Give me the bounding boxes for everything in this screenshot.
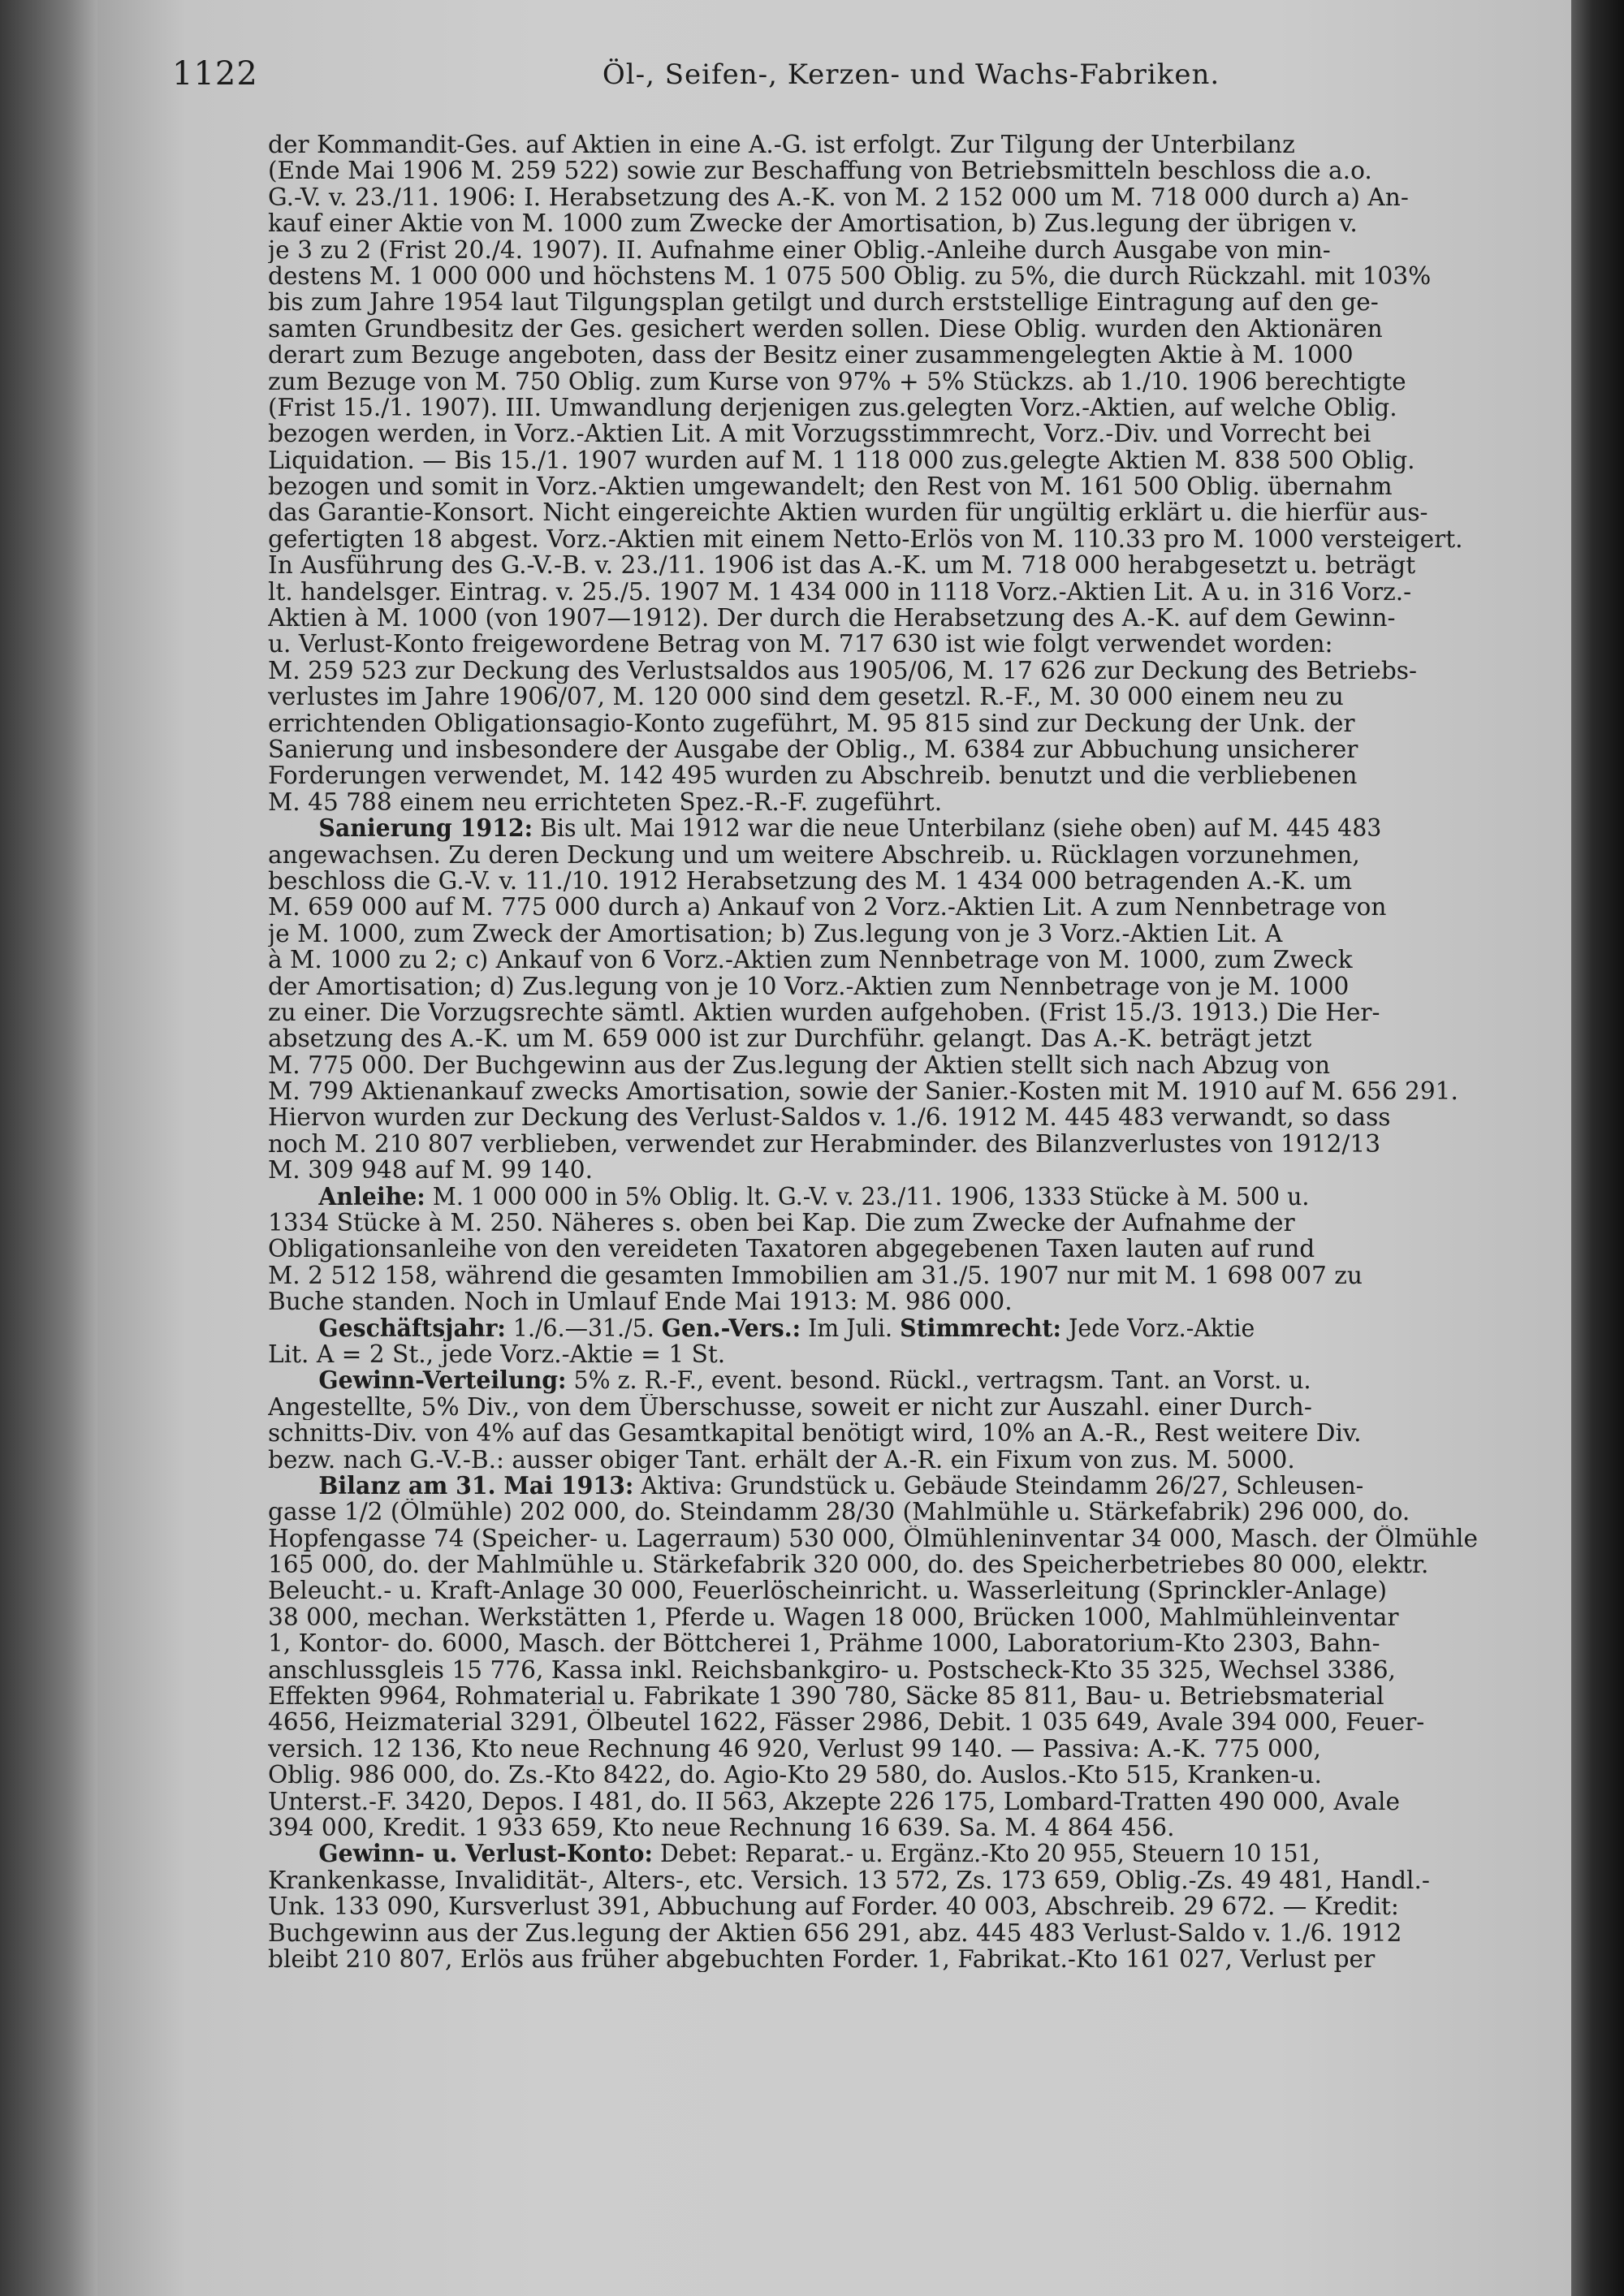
text-line xyxy=(268,237,1551,263)
line-text: angewachsen. Zu deren Deckung und um weitere Abschreib. u. Rücklagen vorzunehmen, xyxy=(268,841,1360,868)
line-text: Bis ult. Mai 1912 war die neue Unterbilanz (siehe oben) auf M. 445 483 xyxy=(533,815,1382,842)
text-line xyxy=(268,1552,1551,1577)
text-line xyxy=(268,631,1551,657)
line-text: G.-V. v. 23./11. 1906: I. Herabsetzung des A.-K. von M. 2 152 000 um M. 718 000 durch a) An- xyxy=(268,183,1409,211)
line-text: (Ende Mai 1906 M. 259 522) sowie zur Beschaffung von Betriebsmitteln beschloss die a.o. xyxy=(268,158,1372,184)
text-line xyxy=(268,1236,1551,1262)
text-line xyxy=(268,1867,1551,1893)
text-line xyxy=(268,1104,1551,1130)
text-line xyxy=(268,1630,1551,1656)
text-line xyxy=(268,1131,1551,1157)
text-line xyxy=(268,1789,1551,1815)
line-text: Buchgewinn aus der Zus.legung der Aktien 656 291, abz. 445 483 Verlust-Saldo v. 1./6. 1912 xyxy=(268,1919,1402,1946)
line-text: Krankenkasse, Invalidität-, Alters-, etc. Versich. 13 572, Zs. 173 659, Oblig.-Zs. 49 481, Handl.- xyxy=(268,1867,1430,1894)
line-text: je M. 1000, zum Zweck der Amortisation; b) Zus.legung von je 3 Vorz.-Aktien Lit. A xyxy=(268,920,1283,947)
line-text: gefertigten 18 abgest. Vorz.-Aktien mit einem Netto-Erlös von M. 110.33 pro M. 1000 versteigert. xyxy=(268,525,1463,553)
section-heading: Stimmrecht: xyxy=(900,1314,1062,1341)
text-line xyxy=(268,710,1551,736)
line-text: derart zum Bezuge angeboten, dass der Besitz einer zusammengelegten Aktie à M. 1000 xyxy=(268,342,1354,369)
line-text: bezw. nach G.-V.-B.: ausser obiger Tant. erhält der A.-R. ein Fixum von zus. M. 5000. xyxy=(268,1446,1295,1473)
text-line xyxy=(268,973,1551,999)
text-line xyxy=(268,894,1551,920)
text-line xyxy=(268,1288,1551,1314)
line-text: M. 259 523 zur Deckung des Verlustsaldos aus 1905/06, M. 17 626 zur Deckung des Betriebs- xyxy=(268,657,1417,684)
line-text: 165 000, do. der Mahlmühle u. Stärkefabrik 320 000, do. des Speicherbetriebes 80 000, elektr. xyxy=(268,1552,1429,1578)
text-line xyxy=(268,736,1551,762)
section-heading: Gewinn- u. Verlust-Konto: xyxy=(318,1841,653,1867)
line-text: Aktien à M. 1000 (von 1907—1912). Der durch die Herabsetzung des A.-K. auf dem Gewinn- xyxy=(268,605,1396,632)
line-text: Debet: Reparat.- u. Ergänz.-Kto 20 955, Steuern 10 151, xyxy=(652,1841,1320,1867)
line-text: Obligationsanleihe von den vereideten Taxatoren abgegebenen Taxen lauten auf rund xyxy=(268,1236,1315,1262)
line-text: der Kommandit-Ges. auf Aktien in eine A.-G. ist erfolgt. Zur Tilgung der Unterbilanz xyxy=(268,132,1295,158)
text-line xyxy=(268,684,1551,710)
text-line xyxy=(268,473,1551,499)
line-text: Im Juli. xyxy=(801,1314,901,1341)
line-text: der Amortisation; d) Zus.legung von je 10 Vorz.-Aktien zum Nennbetrage von je M. 1000 xyxy=(268,973,1350,999)
line-text: verlustes im Jahre 1906/07, M. 120 000 sind dem gesetzl. R.-F., M. 30 000 einem neu zu xyxy=(268,684,1344,710)
text-line xyxy=(268,1841,1498,1867)
line-text: 5% z. R.-F., event. besond. Rückl., vertragsm. Tant. an Vorst. u. xyxy=(566,1367,1311,1394)
line-text: absetzung des A.-K. um M. 659 000 ist zur Durchführ. gelangt. Das A.-K. beträgt jetzt xyxy=(268,1025,1312,1052)
line-text: 394 000, Kredit. 1 933 659, Kto neue Rechnung 16 639. Sa. M. 4 864 456. xyxy=(268,1815,1175,1841)
line-text: das Garantie-Konsort. Nicht eingereichte Aktien wurden für ungültig erklärt u. die hierfür aus- xyxy=(268,499,1428,526)
line-text: samten Grundbesitz der Ges. gesichert werden sollen. Diese Oblig. wurden den Aktionären xyxy=(268,315,1383,343)
line-text: Hiervon wurden zur Deckung des Verlust-Saldos v. 1./6. 1912 M. 445 483 verwandt, so dass xyxy=(268,1104,1391,1131)
line-text: zu einer. Die Vorzugsrechte sämtl. Aktien wurden aufgehoben. (Frist 15./3. 1913.) Die Her- xyxy=(268,999,1380,1026)
text-line xyxy=(268,1184,1498,1210)
text-line xyxy=(268,1657,1551,1683)
line-text: bleibt 210 807, Erlös aus früher abgebuchten Forder. 1, Fabrikat.-Kto 161 027, Verlust per xyxy=(268,1945,1376,1973)
text-line xyxy=(268,1709,1551,1735)
text-line xyxy=(268,1893,1551,1919)
page-number: 1122 xyxy=(172,55,258,93)
line-text: Liquidation. — Bis 15./1. 1907 wurden auf M. 1 118 000 zus.gelegte Aktien M. 838 500 Oblig. xyxy=(268,447,1415,474)
line-text: bis zum Jahre 1954 laut Tilgungsplan getilgt und durch erststellige Eintragung auf den ge- xyxy=(268,289,1379,316)
line-text: Unterst.-F. 3420, Depos. I 481, do. II 563, Akzepte 226 175, Lombard-Tratten 490 000, Avale xyxy=(268,1788,1400,1815)
text-line xyxy=(268,1052,1551,1078)
text-line xyxy=(268,1341,1551,1367)
line-text: 38 000, mechan. Werkstätten 1, Pferde u. Wagen 18 000, Brücken 1000, Mahlmühleinventar xyxy=(268,1603,1399,1631)
text-line xyxy=(268,369,1551,395)
text-line xyxy=(268,263,1551,289)
line-text: destens M. 1 000 000 und höchstens M. 1 075 500 Oblig. zu 5%, die durch Rückzahl. mit 103% xyxy=(268,262,1432,290)
text-line xyxy=(268,526,1551,552)
text-line xyxy=(268,132,1551,158)
line-text: In Ausführung des G.-V.-B. v. 23./11. 1906 ist das A.-K. um M. 718 000 herabgesetzt u. beträgt xyxy=(268,552,1416,579)
text-line xyxy=(268,842,1551,868)
text-line xyxy=(268,1604,1551,1630)
text-line xyxy=(268,210,1551,236)
line-text: beschloss die G.-V. v. 11./10. 1912 Herabsetzung des M. 1 434 000 betragenden A.-K. um xyxy=(268,867,1353,895)
text-line xyxy=(268,789,1551,815)
line-text: errichtenden Obligationsagio-Konto zugeführt, M. 95 815 sind zur Deckung der Unk. der xyxy=(268,710,1355,736)
text-line xyxy=(268,421,1551,447)
line-text: kauf einer Aktie von M. 1000 zum Zwecke der Amortisation, b) Zus.legung der übrigen v. xyxy=(268,210,1358,237)
text-line xyxy=(268,395,1551,421)
section-heading: Gewinn-Verteilung: xyxy=(318,1367,567,1394)
text-line xyxy=(268,1577,1551,1603)
text-line xyxy=(268,1078,1551,1104)
section-heading: Sanierung 1912: xyxy=(318,815,533,842)
line-text: Jede Vorz.-Aktie xyxy=(1061,1314,1255,1341)
text-line xyxy=(268,1920,1551,1946)
line-text: 1, Kontor- do. 6000, Masch. der Böttcherei 1, Prähme 1000, Laboratorium-Kto 2303, Bahn- xyxy=(268,1630,1380,1657)
page-right-shadow xyxy=(1571,0,1624,2296)
section-heading: Anleihe: xyxy=(318,1183,425,1211)
line-text: zum Bezuge von M. 750 Oblig. zum Kurse von 97% + 5% Stückzs. ab 1./10. 1906 berechtigte xyxy=(268,368,1406,395)
text-line xyxy=(268,999,1551,1025)
line-text: u. Verlust-Konto freigewordene Betrag von M. 717 630 ist wie folgt verwendet worden: xyxy=(268,631,1333,658)
text-line xyxy=(268,605,1551,631)
text-line xyxy=(268,1447,1551,1473)
book-binding-edge xyxy=(0,0,97,2296)
text-line xyxy=(268,1526,1551,1552)
line-text: M. 1 000 000 in 5% Oblig. lt. G.-V. v. 23./11. 1906, 1333 Stücke à M. 500 u. xyxy=(425,1183,1310,1211)
line-text: (Frist 15./1. 1907). III. Umwandlung derjenigen zus.gelegten Vorz.-Aktien, auf welche Oblig. xyxy=(268,394,1397,421)
line-text: M. 2 512 158, während die gesamten Immobilien am 31./5. 1907 nur mit M. 1 698 007 zu xyxy=(268,1262,1363,1289)
text-line xyxy=(268,1946,1551,1972)
text-line xyxy=(268,552,1551,578)
line-text: lt. handelsger. Eintrag. v. 25./5. 1907 M. 1 434 000 in 1118 Vorz.-Aktien Lit. A u. in 316 Vorz.- xyxy=(268,578,1412,606)
text-line xyxy=(268,921,1551,947)
text-line xyxy=(268,447,1551,473)
line-text: M. 45 788 einem neu errichteten Spez.-R.-F. zugeführt. xyxy=(268,788,943,816)
line-text: à M. 1000 zu 2; c) Ankauf von 6 Vorz.-Aktien zum Nennbetrage von M. 1000, zum Zweck xyxy=(268,947,1353,973)
line-text: noch M. 210 807 verblieben, verwendet zur Herabminder. des Bilanzverlustes von 1912/13 xyxy=(268,1130,1381,1158)
line-text: M. 309 948 auf M. 99 140. xyxy=(268,1157,594,1184)
line-text: 1334 Stücke à M. 250. Näheres s. oben bei Kap. Die zum Zwecke der Aufnahme der xyxy=(268,1210,1295,1236)
line-text: Aktiva: Grundstück u. Gebäude Steindamm 26/27, Schleusen- xyxy=(633,1472,1364,1500)
line-text: Hopfengasse 74 (Speicher- u. Lagerraum) 530 000, Ölmühleninventar 34 000, Masch. der Ölmühle xyxy=(268,1525,1479,1552)
text-line xyxy=(268,868,1551,894)
text-line xyxy=(268,815,1498,841)
line-text: Unk. 133 090, Kursverlust 391, Abbuchung auf Forder. 40 003, Abschreib. 29 672. — Kredit: xyxy=(268,1893,1399,1920)
text-line xyxy=(268,499,1551,525)
text-line xyxy=(268,1025,1551,1051)
line-text: Lit. A = 2 St., jede Vorz.-Aktie = 1 St. xyxy=(268,1340,726,1368)
text-line xyxy=(268,1499,1551,1525)
text-line xyxy=(268,1210,1551,1236)
line-text: Effekten 9964, Rohmaterial u. Fabrikate 1 390 780, Säcke 85 811, Bau- u. Betriebsmaterial xyxy=(268,1683,1384,1710)
line-text: Sanierung und insbesondere der Ausgabe der Oblig., M. 6384 zur Abbuchung unsicherer xyxy=(268,736,1358,763)
text-line xyxy=(268,1815,1551,1841)
line-text: 1./6.—31./5. xyxy=(505,1314,662,1341)
line-text: bezogen und somit in Vorz.-Aktien umgewandelt; den Rest von M. 161 500 Oblig. übernahm xyxy=(268,473,1393,500)
line-text: bezogen werden, in Vorz.-Aktien Lit. A mit Vorzugsstimmrecht, Vorz.-Div. und Vorrecht bei xyxy=(268,421,1371,447)
text-line xyxy=(268,1736,1551,1762)
line-text: gasse 1/2 (Ölmühle) 202 000, do. Steindamm 28/30 (Mahlmühle u. Stärkefabrik) 296 000, do. xyxy=(268,1499,1410,1526)
page-header xyxy=(172,55,1553,101)
text-line xyxy=(268,1367,1498,1393)
line-text: Buche standen. Noch in Umlauf Ende Mai 1913: M. 986 000. xyxy=(268,1288,1013,1315)
text-line xyxy=(268,1473,1498,1499)
line-text: Beleucht.- u. Kraft-Anlage 30 000, Feuerlöscheinricht. u. Wasserleitung (Sprinckler-Anlage) xyxy=(268,1577,1388,1604)
text-line xyxy=(268,1762,1551,1788)
text-line xyxy=(268,342,1551,368)
text-line xyxy=(268,658,1551,684)
text-line xyxy=(268,762,1551,788)
text-line xyxy=(268,1683,1551,1709)
line-text: Angestellte, 5% Div., von dem Überschusse, soweit er nicht zur Auszahl. einer Durch- xyxy=(268,1393,1312,1421)
text-line xyxy=(268,1262,1551,1288)
text-line xyxy=(268,1157,1551,1183)
text-line xyxy=(268,579,1551,605)
text-line xyxy=(268,947,1551,973)
line-text: Forderungen verwendet, M. 142 495 wurden zu Abschreib. benutzt und die verbliebenen xyxy=(268,762,1358,789)
line-text: versich. 12 136, Kto neue Rechnung 46 920, Verlust 99 140. — Passiva: A.-K. 775 000, xyxy=(268,1735,1321,1763)
section-heading: Geschäftsjahr: xyxy=(318,1314,506,1341)
text-line xyxy=(268,158,1551,183)
document-body xyxy=(268,132,1551,1972)
text-line xyxy=(268,184,1551,210)
text-line xyxy=(268,316,1551,342)
line-text: Oblig. 986 000, do. Zs.-Kto 8422, do. Agio-Kto 29 580, do. Auslos.-Kto 515, Kranken-u. xyxy=(268,1762,1322,1789)
line-text: schnitts-Div. von 4% auf das Gesamtkapital benötigt wird, 10% an A.-R., Rest weitere Div. xyxy=(268,1420,1362,1447)
section-heading: Gen.-Vers.: xyxy=(661,1314,801,1341)
line-text: M. 799 Aktienankauf zwecks Amortisation, sowie der Sanier.-Kosten mit M. 1910 auf M. 656 291. xyxy=(268,1078,1458,1105)
line-text: M. 659 000 auf M. 775 000 durch a) Ankauf von 2 Vorz.-Aktien Lit. A zum Nennbetrage von xyxy=(268,894,1387,921)
section-heading: Bilanz am 31. Mai 1913: xyxy=(318,1472,634,1500)
text-line xyxy=(268,289,1551,315)
running-title: Öl-, Seifen-, Kerzen- und Wachs-Fabriken. xyxy=(602,58,1220,91)
line-text: 4656, Heizmaterial 3291, Ölbeutel 1622, Fässer 2986, Debit. 1 035 649, Avale 394 000, Feuer- xyxy=(268,1709,1425,1736)
line-text: je 3 zu 2 (Frist 20./4. 1907). II. Aufnahme einer Oblig.-Anleihe durch Ausgabe von min- xyxy=(268,236,1331,263)
text-line xyxy=(268,1420,1551,1446)
text-line xyxy=(268,1394,1551,1420)
line-text: M. 775 000. Der Buchgewinn aus der Zus.legung der Aktien stellt sich nach Abzug von xyxy=(268,1051,1331,1079)
line-text: anschlussgleis 15 776, Kassa inkl. Reichsbankgiro- u. Postscheck-Kto 35 325, Wechsel 3386, xyxy=(268,1656,1396,1684)
text-line xyxy=(268,1315,1498,1341)
